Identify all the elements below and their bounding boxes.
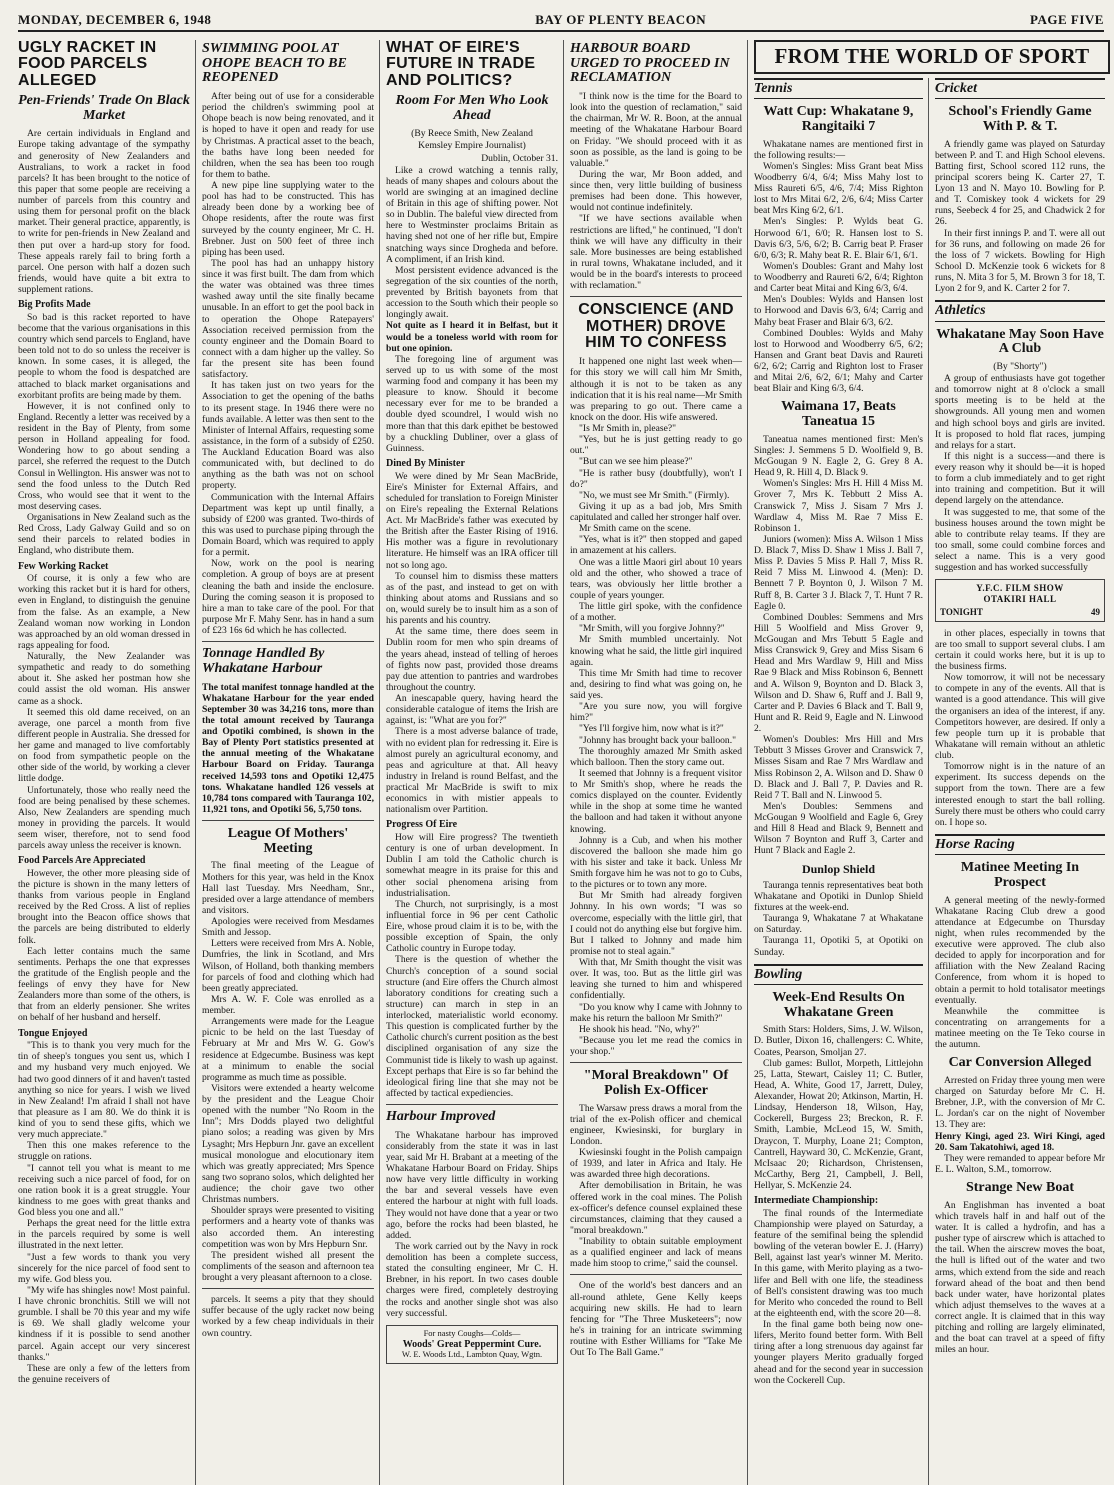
article-paragraph: Combined Doubles: Semmens and Mrs Hill 5 Woolfield and Miss Grover 9, McGougan and Mrs Tebutt 5 Eagle and Miss Cranswick 9, Grey and Miss Sisam 6 Head and Mrs Wardlaw 9, Hill and Miss Rae 9 Black and Miss Robinson 6, Bennett and A. Wilson 9, Boynton and D. Black 3, Wilson and D. Shaw 6, Ruff and J. Ball 9, Carter and P. Davies 6 Black and T. Ball 9, Hunt and R. Reid 9, Eagle and N. Linwood 2. <box>754 611 923 735</box>
article-paragraph: During the war, Mr Boon added, and since then, very little building of business premises had been done. This however, would not continue indefinitely. <box>570 168 742 214</box>
section-horse-racing: Horse Racing <box>935 834 1105 855</box>
article-paragraph: Visitors were extended a hearty welcome by the president and the League Choir opened with the number "No Room in the Inn"; Mrs Dodds played two delightful piano solos; a reading was given by Mrs Lysaght; Mrs Hepburn Jnr. gave an excellent musical monologue and elocutionary item which was greatly appreciated; Mrs Spence sang two soprano solos, which delighted her audience; the choir gave two other Christmas numbers. <box>202 1082 374 1206</box>
subhead-pen-friends: Pen-Friends' Trade On Black Market <box>18 92 190 123</box>
article-paragraph: "Yes, what is it?" then stopped and gaped in amazement at his callers. <box>570 534 742 557</box>
article-paragraph: Tomorrow night is in the nature of an experiment. Its success depends on the support from the town. There are a few interested enough to start the ball rolling. Surely there must be others who could carry on. I hope so. <box>935 761 1105 828</box>
article-paragraph: Smith Stars: Holders, Sims, J. W. Wilson, D. Butler, Dixon 16, challengers: C. White, Coates, Pearson, Smoljan 27. <box>754 1024 923 1058</box>
article-paragraph: Johnny is a Cub, and when his mother discovered the balloon she made him go with his sister and take it back. Unless Mr Smith forgave him he was not to go to Cubs, to the pictures or to town any more. <box>570 834 742 891</box>
article-paragraph: To counsel him to dismiss these matters as of the past, and instead to get on with thinking about atoms and Russians and so on, would surely be to insult him as a son of his parents and his country. <box>386 570 558 627</box>
article-paragraph: The president wished all present the compliments of the season and afternoon tea brought a very pleasant afternoon to a close. <box>202 1249 374 1284</box>
masthead-date: MONDAY, DECEMBER 6, 1948 <box>18 12 212 27</box>
article-paragraph: It was suggested to me, that some of the business houses around the town might be able to contribute relay teams. If they are too small, some could combine forces and select a name. This is a very good suggestion and has worked successfully <box>935 506 1105 574</box>
article-paragraph: The final meeting of the League of Mothers for this year, was held in the Knox Hall last Tuesday. Mrs Needham, Snr., presided over a large attendance of members and visitors. <box>202 860 374 916</box>
article-paragraph: Giving it up as a bad job, Mrs Smith capitulated and called her stronger half over. <box>570 500 742 523</box>
masthead <box>18 8 1104 32</box>
article-paragraph: A general meeting of the newly-formed Whakatane Racing Club drew a good attendance at Edgecumbe on Thursday night, when rules recommended by the executive were approved. The club also decided to apply for incorporation and for affiliation with the New Zealand Racing Conference, from whom it is hoped to obtain a permit to hold totalisator meetings eventually. <box>935 894 1105 1006</box>
column-food-parcels <box>18 40 196 1485</box>
article-paragraph: After being out of use for a considerable period the children's swimming pool at Ohope beach is now being renovated, and it is hoped to have it open and ready for use by Christmas. A practical asset to the beach, the baths have long been needed for children, when the sea has been too rough for them to bathe. <box>202 91 374 180</box>
article-paragraph: "Because you let me read the comics in your shop." <box>570 1034 742 1057</box>
article-paragraph: At the same time, there does seem in Dublin room for men who spin dreams of the years ahead, instead of telling of heroes of fights now past, provided those dreams pay due attention to pantries and wardrobes throughout the country. <box>386 626 558 693</box>
article-paragraph: Then this one makes reference to the struggle on rations. <box>18 1140 190 1163</box>
article-paragraph: This time Mr Smith had time to recover and, desiring to find what was going on, he said yes. <box>570 667 742 701</box>
section-subhead: Dined By Minister <box>386 457 465 469</box>
section-subhead: Intermediate Championship: <box>754 1195 879 1207</box>
ad-address: W. E. Woods Ltd., Lambton Quay, Wgtn. <box>401 1349 543 1360</box>
article-paragraph: The Church, not surprisingly, is a most influential force in 96 per cent Catholic Eire, whose proud claim it is to be, with the possible exception of Spain, the only Catholic country in Europe today. <box>386 898 558 955</box>
section-subhead: Few Working Racket <box>18 560 109 572</box>
headline-watt-cup: Watt Cup: Whakatane 9, Rangitaiki 7 <box>763 104 914 134</box>
article-paragraph: Mr Smith came on the scene. <box>579 523 691 535</box>
article-paragraph: Men's Singles: P. Wylds beat G. Horwood 6/1, 6/0; R. Hansen lost to S. Davis 6/3, 5/6, 6/2; B. Carrig beat P. Fraser 6/0, 6/3; R. Mahy beat R. E. Blair 6/1, 6/1. <box>754 216 923 261</box>
article-paragraph: It happened one night last week when—for this story we will call him Mr Smith, although it is not to be taken as any indication that it is his real name—Mr Smith was preparing to go out. There came a knock on the door. His wife answered. <box>570 356 742 423</box>
article-paragraph: There is a most adverse balance of trade, with no evident plan for redressing it. Eire is almost purely an agricultural economy, and peas and agriculture at that. All heavy industry in Ireland is round Belfast, and the practical Mr MacBride is swift to mix economics in with mistier appeals to nationalism over Partition. <box>386 726 558 816</box>
column-divider <box>570 1274 742 1275</box>
article-paragraph: It has taken just on two years for the Association to get the opening of the baths to its present stage. In 1946 there were no funds available. A letter was then sent to the Minister of Internal Affairs, requesting some assistance, in the form of a subsidy of £250. The Auckland Education Board was also communicated with, but declined to do anything as the bath was not on school property. <box>202 380 374 492</box>
article-paragraph: The little girl spoke, with the confidence of a mother. <box>570 601 742 624</box>
article-paragraph: One of the world's best dancers and an all-round athlete, Gene Kelly keeps acquiring new skills. He had to learn fencing for "The Three Musketeers"; now he's in training for an intricate swimming routine with Esther Williams for "Take Me Out To The Ball Game." <box>570 1280 742 1359</box>
article-paragraph: The pool has had an unhappy history since it was first built. The dam from which the water was obtained was three times washed away until the site finally became unusable. In an effort to get the pool back in to operation the Ohope Ratepayers' Association received permission from the county engineer and the Domain Board to connect with a dam higher up the valley. So far the present site has been found satisfactory. <box>202 257 374 381</box>
column-divider <box>386 1104 558 1105</box>
headline-polish-officer: "Moral Breakdown" Of Polish Ex-Officer <box>583 1068 729 1098</box>
article-paragraph: "Is Mr Smith in, please?" <box>579 423 677 434</box>
article-paragraph: Perhaps the great need for the little extra in the parcels required by some is well illustrated in the next letter. <box>18 1218 190 1252</box>
headline-athletics-club: Whakatane May Soon Have A Club <box>936 326 1104 357</box>
headline-league-of-mothers: League Of Mothers' Meeting <box>227 826 349 856</box>
ad-line: For nasty Coughs—Colds— <box>423 1327 521 1338</box>
article-paragraph: However, the other more pleasing side of the picture is shown in the many letters of thanks from various people in England received by the Red Cross. A list of replies brought into the Beacon office shows that the parcels are being distributed to elderly folk. <box>18 867 190 946</box>
article-paragraph: Apologies were received from Mesdames Smith and Jessop. <box>202 916 374 939</box>
column-divider <box>202 820 374 821</box>
column-divider <box>202 641 374 642</box>
sport-column-left <box>754 78 929 1485</box>
article-paragraph: Women's Doubles: Grant and Mahy lost to Woodberry and Raureti 6/2, 6/4; Righton and Carter beat Mitai and King 6/3, 6/4. <box>754 260 923 295</box>
article-paragraph: Tauranga tennis representatives beat both Whakatane and Opotiki in Dunlop Shield fixtures at the week-end. <box>754 879 923 914</box>
article-paragraph: "Johnny has brought back your balloon." <box>579 734 737 746</box>
article-paragraph: "This is to thank you very much for the tin of sheep's tongues you sent us, which I and my husband very much enjoyed. We had two good dinners of it and haven't tasted anything so nice for years. I wish we lived in New Zealand! I'm afraid I shall not have that pleasure as I am 80. We do think it is kind of you to send these gifts, which we very much appreciate." <box>18 1040 190 1141</box>
section-tennis: Tennis <box>754 78 923 99</box>
film-show-title: Y.F.C. FILM SHOW <box>976 583 1064 594</box>
article-paragraph: in other places, especially in towns that are too small to support several clubs. I am certain it could works here, but it is up to the business firms. <box>935 627 1105 673</box>
article-paragraph: A group of enthusiasts have got together and tomorrow night at 8 o'clock a small sports meeting is to be held at the showgrounds. All young men and women and high school boys and girls are invited. It is proposed to hold flat races, jumping and relays for a start. <box>935 373 1105 451</box>
sport-column-right <box>935 78 1110 1485</box>
section-subhead: Tongue Enjoyed <box>18 1027 88 1039</box>
dateline: Dublin, October 31. <box>481 152 558 164</box>
article-paragraph: Mr Smith mumbled uncertainly. Not knowing what he said, the little girl inquired again. <box>570 634 742 668</box>
article-paragraph: "Do you know why I came with Johnny to make his return the balloon Mr Smith?" <box>570 1001 742 1024</box>
article-paragraph: Club games: Bullot, Morpeth, Littlejohn 25, Latta, Stewart, Caisley 11; C. Butler, Head, A. White, Good 17, Jarrett, Duley, Alexander, Howat 20; Atkinson, Martin, H. Lindsay, Henderson 18, Wilson, Hay, Cockerell, Burgess 23; Breckon, R. F. Smith, Lambie, McLeod 15, W. Smith, Draycon, T. Murphy, Loane 21; Compton, Cantrell, Hayward 30, C. McKenzie, Grant, McIsaac 20; Richardson, Christensen, McCarthy, Berg 21, Campbell, J. Bell, Hellyar, S. McKenzie 24. <box>754 1057 923 1192</box>
article-paragraph: "I cannot tell you what is meant to me receiving such a nice parcel of food, for on one ration book it is a great struggle. Your kindness to me goes with great thanks and God bless you one and all." <box>18 1162 190 1219</box>
article-paragraph: The work carried out by the Navy in rock demolition has been a complete success, stated the consulting engineer, Mr C. H. Brebner, in his report. In two cases double charges were fired, completely destroying the rocks and another single shot was also very successful. <box>386 1240 558 1319</box>
article-paragraph: Organisations in New Zealand such as the Red Cross, Lady Galway Guild and so on send their parcels to related bodies in England, who distribute them. <box>18 512 190 557</box>
article-paragraph: It seemed that Johnny is a frequent visitor to Mr Smith's shop, where he reads the comics displayed on the counter. Evidently while in the shop at some time he wanted the balloon and had taken it without anyone knowing. <box>570 767 742 835</box>
film-show-number: 49 <box>1091 607 1100 618</box>
article-paragraph: Men's Doubles: Semmens and McGougan 9 Woolfield and Eagle 6, Grey and Hill 8 Head and Black 9, Bennett and Wilson 7 Boynton and Ruff 3, Carter and Hunt 7 Black and Eagle 2. <box>754 800 923 857</box>
article-paragraph: Like a crowd watching a tennis rally, heads of many shapes and colours about the world are swinging at an imagined decline of Britain in this age of shifting power. Not so in Dublin. The baleful view directed from here to Westminster proclaims Britain as having shed not one of her rifle but, Empire snatching ways since Drogheda and before. A compliment, if an Irish kind. <box>386 164 558 265</box>
article-paragraph: Arrested on Friday three young men were charged on Saturday before Mr C. H. Brebner, J.P., with the conversion of Mr C. L. Jordan's car on the night of November 13. They are: <box>935 1074 1105 1131</box>
article-paragraph: Juniors (women): Miss A. Wilson 1 Miss D. Black 7, Miss D. Shaw 1 Miss J. Ball 7, Miss P. Davies 5 Miss P. Hall 7, Miss R. Reid 7 Miss M. Linwood 4. (Men): D. Bennett 7 P. Boynton 0, J. Wilson 7 M. Ruff 8, B. Carter 3 J. Black 7, T. Hunt 7 R. Eagle 0. <box>754 533 923 612</box>
article-lead-bold: The total manifest tonnage handled at the Whakatane Harbour for the year ended September 30 was 34,216 tons, more than the total amount received by Tauranga and Opotiki combined, is shown in the Bay of Plenty Port statistics presented at the annual meeting of the Whakatane Harbour Board on Friday. Tauranga received 14,593 tons and Opotiki 12,475 tons. Whakatane handled 126 vessels at 10,784 tons compared with Tauranga 102, 11,921 tons, and Opotiki 56, 5,750 tons. <box>202 681 374 815</box>
section-subhead: Food Parcels Are Appreciated <box>18 855 146 867</box>
article-paragraph: Of course, it is only a few who are working this racket but it is hard for others, even in England, to distinguish the genuine from the false. As an example, a New Zealand woman now working in London was approached by an old woman dressed in rags appealing for food. <box>18 573 190 651</box>
article-paragraph: Naturally, the New Zealander was sympathetic and ready to do something about it. She asked her postman how she could assist the old woman. His answer came as a shock. <box>18 651 190 707</box>
article-paragraph: So bad is this racket reported to have become that the various organisations in this country which send parcels to England, have been told not to do so unless the receiver is known. In some cases, it is alleged, the people to whom the food is despatched are attached to black market organisations and exorbitant profits are being made by them. <box>18 311 190 401</box>
article-paragraph: Communication with the Internal Affairs Department was kept up until finally, a subsidy of £200 was granted. Two-thirds of this was used to purchase piping through the Domain Board, which was required to apply for a permit. <box>202 491 374 559</box>
column-divider <box>570 296 742 297</box>
article-paragraph: In the final game both being now one-lifers, Merito found better form. With Bell tiring after a long strenuous day against far younger players Merito gradually forged ahead and for the second year in succession won the Cockerell Cup. <box>754 1319 923 1386</box>
headline-reclamation: HARBOUR BOARD URGED TO PROCEED IN RECLAMATION <box>570 41 730 86</box>
headline-tonnage: Tonnage Handled By Whakatane Harbour <box>202 646 325 676</box>
article-paragraph: Mrs A. W. F. Cole was enrolled as a member. <box>202 993 374 1017</box>
article-paragraph: The Whakatane harbour has improved considerably from the state it was in last year, said Mr H. Brabant at a meeting of the Whakatane Harbour Board on Friday. Ships now have very little difficulty in working the bar and several vessels have even entered the harbour at night with full loads. They would not have done that a year or two ago, before the rocks had been blasted, he added. <box>386 1129 558 1241</box>
article-paragraph: Tauranga 11, Opotiki 5, at Opotiki on Sunday. <box>754 935 923 958</box>
article-paragraph: They were remanded to appear before Mr E. L. Walton, S.M., tomorrow. <box>935 1152 1105 1175</box>
article-paragraph: In their first innings P. and T. were all out for 36 runs, and following on made 26 for the loss of 7 wickets. Bowling for High School D. McKenzie took 6 wickets for 8 runs, N. Mita 3 for 5, M. Brown 3 for 18, T. Lyon 2 for 9, and K. Carter 2 for 7. <box>935 227 1105 295</box>
article-paragraph: Combined Doubles: Wylds and Mahy lost to Horwood and Woodberry 6/5, 6/2; Hansen and Grant beat Davis and Raureti 6/2, 6/2; Carrig and Righton lost to Fraser and Mitai 2/6, 6/2, 6/1; Mahy and Carter beat Blair and King 6/3, 6/4. <box>754 327 923 395</box>
article-paragraph: The thoroughly amazed Mr Smith asked which balloon. Then the story came out. <box>570 745 742 768</box>
article-paragraph: Kwiesinski fought in the Polish campaign of 1939, and later in Africa and Italy. He was awarded three high decorations. <box>570 1147 742 1181</box>
headline-swimming-pool: SWIMMING POOL AT OHOPE BEACH TO BE REOPENED <box>202 41 347 86</box>
article-paragraph: "Inability to obtain suitable employment as a qualified engineer and lack of means made him stoop to crime," said the counsel. <box>570 1236 742 1270</box>
article-paragraph: Women's Singles: Miss Grant beat Miss Woodberry 6/4, 6/4; Miss Mahy lost to Miss Raureti 6/5, 4/6, 7/4; Miss Righton lost to Mrs Mitai 6/2, 2/6, 6/4; Miss Carter beat Mrs King 6/2, 6/1. <box>754 160 923 217</box>
masthead-paper-name: BAY OF PLENTY BEACON <box>535 12 707 27</box>
advertisement-woods-cure <box>386 1325 558 1364</box>
section-subhead: Progress Of Eire <box>386 819 458 831</box>
column-divider <box>202 1288 374 1289</box>
article-paragraph: An inescapable query, having heard the considerable catalogue of items the Irish are against, is: "What are you for?" <box>386 693 558 727</box>
article-paragraph: "Yes I'll forgive him, now what is it?" <box>579 723 724 735</box>
article-paragraph: Arrangements were made for the League picnic to be held on the last Tuesday of February at Mr and Mrs W. G. Gow's residence at Edgecumbe. Business was kept at a minimum to enable the social programme as much time as possible. <box>202 1016 374 1083</box>
headline-waimana: Waimana 17, Beats Taneatua 15 <box>781 399 896 430</box>
section-cricket: Cricket <box>935 78 1105 99</box>
article-paragraph: Meanwhile the committee is concentrating on arrangements for a matinee meeting on the Te Teko course in the autumn. <box>935 1005 1105 1051</box>
headline-strange-new-boat: Strange New Boat <box>965 1180 1075 1196</box>
article-paragraph: However, it is not confined only to England. Recently a letter was received by a resident in the Bay of Plenty, from some person in Holland appealing for food. Wondering how to go about sending a parcel, she referred the request to the Dutch Consul in Wellington. His answer was not to send the food unless to the Dutch Red Cross, who would see that it went to the most deserving cases. <box>18 400 190 512</box>
article-paragraph: Unfortunately, those who really need the food are being penalised by these schemes. Also, New Zealanders are spending much money in providing the parcels. It would seem wiser, therefore, not to send food parcels away unless the receiver is known. <box>18 784 190 852</box>
masthead-page-number: PAGE FIVE <box>1030 12 1104 27</box>
article-paragraph: How will Eire progress? The twentieth century is one of urban development. In Dublin I am told the Catholic church is somewhat meagre in its praise for this and other social phenomena arising from industrialisation. <box>386 832 558 899</box>
accused-names: Henry Kingi, aged 23. Wiri Kingi, aged 20. Sam Takatohiwi, aged 18. <box>935 1130 1105 1153</box>
article-paragraph: A friendly game was played on Saturday between P. and T. and High School elevens. Batting first, School scored 112 runs, the principal scorers being K. Carter 27, T. Lyon 13 and N. Mayo 10. Bowling for P. and T. Comiskey took 4 wickets for 29 runs, Seebeck 4 for 25, and Chadwick 2 for 26. <box>935 138 1105 228</box>
article-paragraph: Are certain individuals in England and Europe taking advantage of the sympathy and generosity of New Zealanders and Australians, to work a racket in food parcels? It has been brought to the notice of this paper that some people are receiving a number of parcels from this country and using them for personal profit on the black market. Their general practice, apparently, is to write for pen-friends in New Zealand and then put over a hard-up story for food. These appeals rarely fail to bring forth a parcel. One person with half a dozen such friends, would have quite a bit extra to supplement rations. <box>18 128 190 296</box>
section-subhead: Big Profits Made <box>18 299 91 311</box>
article-paragraph: Letters were received from Mrs A. Noble, Dumfries, the link in Scotland, and Mrs Wilson, of Holland, both thanking members for parcels of food and clothing which had been greatly appreciated. <box>202 938 374 994</box>
article-paragraph: The foregoing line of argument was served up to us with some of the most warming food and company it has been my pleasure to know. Should it become necessary ever for me to be branded a double dyed scoundrel, I would wish no more than that this dark epithet be bestowed by a chuckling Dubliner, over a glass of Guinness. <box>386 353 558 454</box>
article-paragraph: "Mr Smith, will you forgive Johnny?" <box>579 623 725 635</box>
headline-matinee-meeting: Matinee Meeting In Prospect <box>960 860 1080 890</box>
headline-dunlop-shield: Dunlop Shield <box>801 861 876 876</box>
film-show-venue: OTAKIRI HALL <box>983 593 1057 604</box>
advertisement-film-show <box>935 579 1105 621</box>
column-eire <box>386 40 564 1485</box>
article-paragraph: Each letter contains much the same sentiments. Perhaps the one that expresses the gratitude of the English people and the feelings of envy they have for New Zealanders more than some of the others, is that from an elderly pensioner. She writes on behalf of her husband and herself. <box>18 945 190 1024</box>
article-paragraph: There is the question of whether the Church's conception of a sound social structure (and Eire offers the Church almost laboratory conditions for creating such a structure) can march in step in an interlocked, materialistic world economy. This question is complicated further by the Catholic church's current position as the best disciplined organisation of any size the Communist tide is likely to wash up against. Except perhaps that Eire is so far behind the ideological firing line that she may not be affected by tactical expediencies. <box>386 954 558 1099</box>
article-paragraph: "My wife has shingles now! Most painful. I have chronic bronchitis. Still we will not grumble. I shall be 70 this year and my wife is 69. We shall gladly welcome your kindness if it is possible to send another parcel. Again accept our very sincerest thanks." <box>18 1284 190 1363</box>
article-paragraph: Most persistent evidence advanced is the segregation of the six counties of the north, prevented by British bayonets from that accession to the South which their people so longingly await. <box>386 264 558 321</box>
article-paragraph: Whakatane names are mentioned first in the following results:— <box>754 138 923 161</box>
article-paragraph: With that, Mr Smith thought the visit was over. It was, too. But as the little girl was leaving she turned to him and whispered confidentially. <box>570 957 742 1002</box>
article-paragraph: Now tomorrow, it will not be necessary to compete in any of the events. All that is wanted is a good attendance. This will give the organisers an idea of the interest, if any. Competitors however, are desired. If only a few people turn up it is probable that Whakatane will remain without an athletic club. <box>935 672 1105 762</box>
headline-eire: WHAT OF EIRE'S FUTURE IN TRADE AND POLITICS? <box>386 40 536 89</box>
article-paragraph: He shook his head. "No, why?" <box>579 1023 700 1035</box>
article-paragraph: Men's Doubles: Wylds and Hansen lost to Horwood and Davis 6/3, 6/4; Carrig and Mahy beat Fraser and Blair 6/3, 6/2. <box>754 294 923 328</box>
headline-schools-friendly: School's Friendly Game With P. & T. <box>948 104 1092 134</box>
film-show-when: TONIGHT <box>940 607 983 618</box>
article-paragraph: Shoulder sprays were presented to visiting performers and a hearty vote of thanks was also accorded them. An interesting competition was won by Mrs Hepburn Snr. <box>202 1205 374 1250</box>
article-paragraph: An Englishman has invented a boat which travels half in and half out of the water. It is called a hydrofin, and has a pusher type of airscrew which is attached to the tail. When the airscrew moves the boat, the hull is lifted out of the water and two arms, which extend from the side and reach forward ahead of the boat and then bend back under water, have horizontal plates which adjust themselves to the waves at a correct angle. It is claimed that in this way pitching and rolling are largely eliminated, and the boat can travel at a speed of fifty miles an hour. <box>935 1199 1105 1356</box>
article-paragraph: But Mr Smith had already forgiven Johnny. In his own words; "I was so overcome, especially with the little girl, that I could not do anything else but forgive him. But I talked to Johnny and made him promise not to steal again." <box>570 890 742 957</box>
sport-banner: FROM THE WORLD OF SPORT <box>754 40 1110 74</box>
article-paragraph: Women's Singles: Mrs H. Hill 4 Miss M. Grover 7, Mrs K. Tebbutt 2 Miss A. Cranswick 7, Miss J. Sisam 7 Mrs J. Wardlaw 4, Miss M. Rae 7 Miss E. Robinson 1. <box>754 478 923 534</box>
article-paragraph: These are only a few of the letters from the genuine receivers of <box>18 1362 190 1385</box>
article-paragraph: Taneatua names mentioned first: Men's Singles: J. Semmens 5 D. Woolfield 9, B. McGougan 9 N. Eagle 2, G. Grey 8 A. Head 9, R. Hill 4, D. Black 9. <box>754 433 923 479</box>
article-paragraph: "But can we see him please?" <box>579 456 693 468</box>
section-athletics: Athletics <box>935 300 1105 321</box>
column-harbour-board <box>570 40 748 1485</box>
headline-conscience: CONSCIENCE (AND MOTHER) DROVE HIM TO CONFESS <box>578 301 734 351</box>
byline: (By "Shorty") <box>993 360 1047 372</box>
byline: (By Reece Smith, New Zealand <box>411 128 533 140</box>
article-paragraph: It seemed this old dame received, on an average, one parcel a month from five different people in Australia. She dressed for her game and managed to live comfortably on food from sympathetic people on the other side of the world, by working a clever little dodge. <box>18 706 190 785</box>
article-paragraph: "I think now is the time for the Board to look into the question of reclamation," said the chairman, Mr W. R. Boon, at the annual meeting of the Whakatane Harbour Board on Friday. "We should proceed with it as soon as possible, as the land is going to be valuable." <box>570 91 742 169</box>
article-paragraph: "Just a few words to thank you very sincerely for the nice parcel of food sent to my wife. God bless you. <box>18 1251 190 1285</box>
article-paragraph: A new pipe line supplying water to the pool has had to be constructed. This has already been done by a working bee of Ohope residents, after the route was first surveyed by the county engineer, Mr C. H. Brebner. Just on 500 feet of three inch piping has been used. <box>202 180 374 258</box>
headline-food-parcels: UGLY RACKET IN FOOD PARCELS ALLEGED <box>18 40 157 89</box>
article-paragraph: parcels. It seems a pity that they should suffer because of the ugly racket now being worked by a few cheap individuals in their own country. <box>202 1294 374 1339</box>
headline-week-end-results: Week-End Results On Whakatane Green <box>772 989 905 1020</box>
article-paragraph: Women's Doubles: Mrs Hill and Mrs Tebbutt 3 Misses Grover and Cranswick 7, Misses Sisam and Rae 7 Mrs Wardlaw and Miss Robinson 2, A. Wilson and D. Shaw 0 D. Black and J. Ball 7, P. Davies and R. Reid 7 T. Ball and N. Linwood 5. <box>754 734 923 801</box>
article-bold-quote: Not quite as I heard it in Belfast, but it would be a toneless world with room for but one opinion. <box>386 320 558 354</box>
column-divider <box>570 1062 742 1063</box>
article-paragraph: We were dined by Mr Sean MacBride, Eire's Minister for External Affairs, and scheduled for translation to Foreign Minister on Eire's repealing the External Relations Act. Mr MacBride's father was executed by the British after the Easter Rising of 1916. His mother was a figure in revolutionary literature. He himself was an IRA officer till not so long ago. <box>386 470 558 571</box>
column-swimming-pool <box>202 40 380 1485</box>
headline-harbour-improved: Harbour Improved <box>386 1109 496 1124</box>
byline: Kemsley Empire Journalist) <box>418 140 526 152</box>
article-paragraph: One was a little Maori girl about 10 years old and the other, who showed a trace of tears, was obviously her little brother a couple of years younger. <box>570 556 742 601</box>
article-paragraph: "If we have sections available when restrictions are lifted," he continued, "I don't think we will have any difficulty in their sale. More businesses are being established in rural towns, Whakatane included, and it would be in the board's interests to proceed with reclamation." <box>570 213 742 292</box>
article-paragraph: The final rounds of the Intermediate Championship were played on Saturday, a feature of the semifinal being the splendid bowling of the veteran bowler E. J. (Harry) Bell, against last year's winner M. Merito. In this game, with Merito playing as a two-lifer and Bell with one life, the steadiness of Bell's consistent drawing was too much for Merito who conceded the round to Bell at the eighteenth end, with the score 20—8. <box>754 1207 923 1319</box>
headline-car-conversion: Car Conversion Alleged <box>948 1055 1092 1071</box>
article-paragraph: Now, work on the pool is nearing completion. A group of boys are at present cleaning the bath and inside the enclosure. During the coming season it is proposed to hire a man to take care of the pool. For that purpose Mr F. Mahy Senr. has in hand a sum of £23 16s 6d which he has collected. <box>202 558 374 637</box>
article-paragraph: "He is rather busy (doubtfully), won't I do?" <box>570 467 742 490</box>
article-paragraph: After demobilisation in Britain, he was offered work in the coal mines. The Polish ex-officer's defence counsel explained these circumstances, claiming that they caused a "moral breakdown." <box>570 1180 742 1236</box>
article-paragraph: The Warsaw press draws a moral from the trial of the ex-Polish officer and chemical engineer, Kwiesinski, for burglary in London. <box>570 1102 742 1147</box>
article-paragraph: Tauranga 9, Whakatane 7 at Whakatane on Saturday. <box>754 913 923 936</box>
ad-product: Woods' Great Peppermint Cure. <box>402 1338 542 1350</box>
sport-section <box>754 40 1110 1485</box>
article-paragraph: If this night is a success—and there is every reason why it should be—it is hoped to form a club immediately and to get right into training and competition. But it will depend largely on the attendance. <box>935 450 1105 507</box>
article-paragraph: "No, we must see Mr Smith." (Firmly). <box>579 489 730 501</box>
article-paragraph: "Are you sure now, you will forgive him?" <box>570 701 742 724</box>
subhead-room-for-men: Room For Men Who Look Ahead <box>395 92 549 123</box>
section-bowling: Bowling <box>754 964 923 985</box>
article-paragraph: "Yes, but he is just getting ready to go out." <box>570 434 742 457</box>
